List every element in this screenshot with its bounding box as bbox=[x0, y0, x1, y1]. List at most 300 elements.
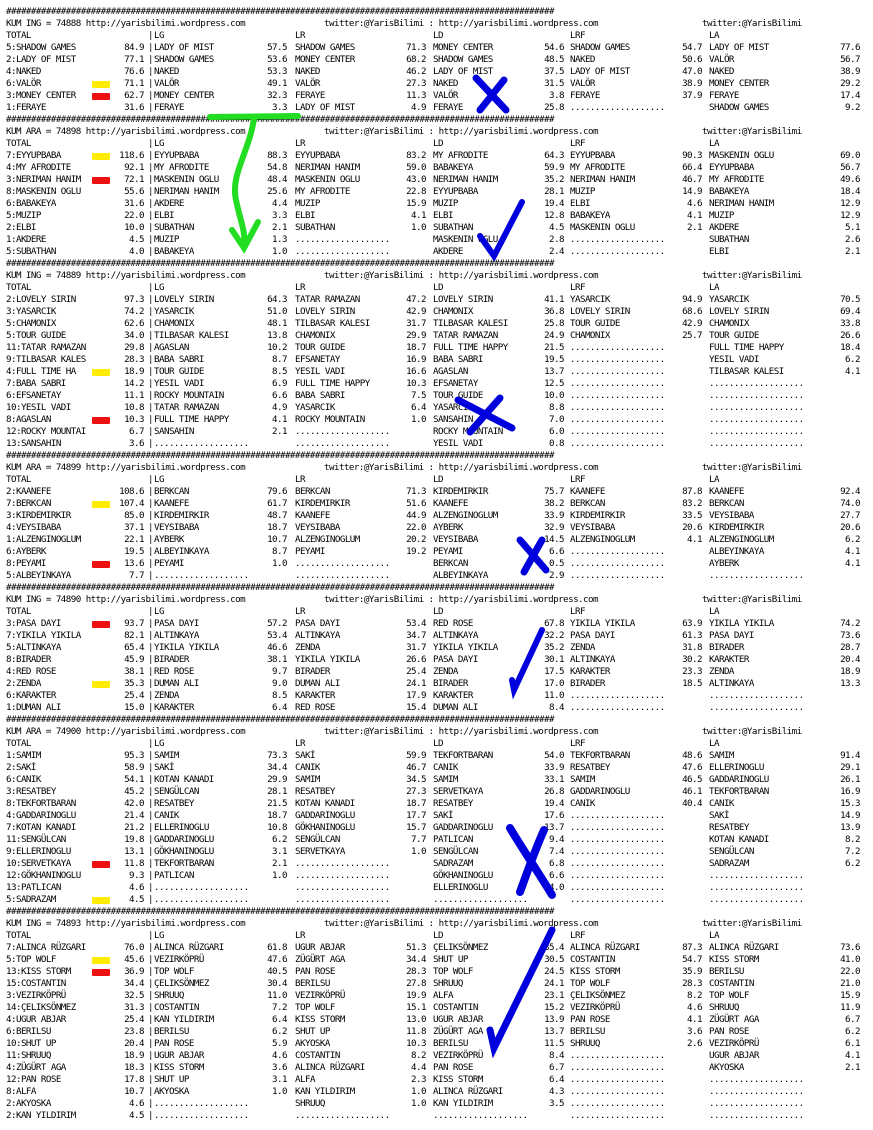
column-header-lrf: LRF bbox=[570, 738, 585, 749]
column-separator: | bbox=[148, 834, 153, 845]
horse-name: CANIK bbox=[295, 762, 320, 773]
horse-name: NERIMAN HANIM bbox=[295, 162, 360, 173]
horse-name: TILBASAR KALESI bbox=[154, 330, 229, 341]
rating-value: 22.0 bbox=[840, 966, 860, 977]
rating-value: 57.5 bbox=[267, 42, 287, 53]
rating-value: 32.3 bbox=[267, 90, 287, 101]
rating-value: 10.0 bbox=[544, 390, 564, 401]
horse-name: SHADOW GAMES bbox=[570, 42, 630, 53]
column-separator: | bbox=[148, 618, 153, 629]
divider-line bbox=[6, 582, 868, 594]
horse-name: AKYOSKA bbox=[154, 1086, 189, 1097]
rating-value: 69.4 bbox=[840, 306, 860, 317]
horse-name: SENGÜLCAN bbox=[433, 846, 478, 857]
race-header bbox=[6, 462, 868, 474]
rating-value: 17.7 bbox=[406, 810, 426, 821]
horse-name: LADY OF MIST bbox=[433, 66, 493, 77]
rating-value: 76.0 bbox=[124, 942, 144, 953]
column-header-la: LA bbox=[709, 930, 719, 941]
rating-value: 0.8 bbox=[549, 438, 564, 449]
horse-name: ALZENGINOGLUM bbox=[570, 534, 635, 545]
horse-name: TEKFORTBARAN bbox=[433, 750, 493, 761]
rating-value: 93.7 bbox=[124, 618, 144, 629]
horse-name: NAKED bbox=[433, 78, 458, 89]
column-separator: | bbox=[148, 282, 153, 293]
rating-value: 47.0 bbox=[682, 66, 702, 77]
rating-value: 19.4 bbox=[544, 198, 564, 209]
rating-value: 35.2 bbox=[544, 174, 564, 185]
horse-name: 2:AKYOSKA bbox=[6, 1098, 51, 1109]
rating-value: 1.3 bbox=[272, 234, 287, 245]
rating-value: 31.5 bbox=[544, 78, 564, 89]
column-header-la: LA bbox=[709, 138, 719, 149]
rating-value: 22.0 bbox=[406, 522, 426, 533]
horse-name: LOVELY SIRIN bbox=[570, 306, 630, 317]
column-separator: | bbox=[148, 438, 153, 449]
marker-highlight bbox=[92, 957, 110, 964]
horse-name: KOTAN KANADI bbox=[709, 834, 769, 845]
column-header-lg: LG bbox=[154, 474, 164, 485]
horse-name: SHADOW GAMES bbox=[433, 54, 493, 65]
column-separator: | bbox=[148, 1014, 153, 1025]
horse-name: 4:MY AFRODITE bbox=[6, 162, 71, 173]
horse-name: 2:SAKİ bbox=[6, 762, 36, 773]
table-row bbox=[6, 690, 868, 702]
horse-name: ................... bbox=[154, 894, 249, 905]
column-header-row bbox=[6, 138, 868, 150]
horse-name: ZENDA bbox=[295, 642, 320, 653]
horse-name: 4:ZÜGÜRT AGA bbox=[6, 1062, 66, 1073]
horse-name: ALINCA RÜZGARI bbox=[709, 942, 779, 953]
column-header-ld: LD bbox=[433, 30, 443, 41]
horse-name: 13:SANSAHIN bbox=[6, 438, 61, 449]
horse-name: SAMIM bbox=[709, 750, 734, 761]
horse-name: 8:ALFA bbox=[6, 1086, 36, 1097]
rating-value: 20.4 bbox=[840, 654, 860, 665]
rating-value: 18.7 bbox=[267, 522, 287, 533]
rating-value: 11.3 bbox=[406, 90, 426, 101]
horse-name: KARAKTER bbox=[154, 702, 194, 713]
table-row bbox=[6, 846, 868, 858]
column-separator: | bbox=[148, 138, 153, 149]
rating-value: 2.9 bbox=[549, 570, 564, 581]
rating-value: 29.2 bbox=[840, 78, 860, 89]
horse-name: 8:PEYAMI bbox=[6, 558, 46, 569]
horse-name: AKYOSKA bbox=[709, 1062, 744, 1073]
race-header-text: twitter:@YarisBilimi bbox=[702, 594, 802, 605]
horse-name: ................... bbox=[570, 834, 665, 845]
horse-name: YIKILA YIKILA bbox=[154, 642, 219, 653]
column-header-lg: LG bbox=[154, 30, 164, 41]
rating-value: 7.5 bbox=[411, 390, 426, 401]
horse-name: RESATBEY bbox=[295, 786, 335, 797]
horse-name: ZENDA bbox=[709, 666, 734, 677]
horse-name: 5:TOP WOLF bbox=[6, 954, 56, 965]
divider-line bbox=[6, 450, 868, 462]
rating-value: 3.6 bbox=[272, 1062, 287, 1073]
column-separator: | bbox=[148, 810, 153, 821]
horse-name: BABA SABRI bbox=[295, 390, 345, 401]
column-separator: | bbox=[148, 882, 153, 893]
rating-value: 31.6 bbox=[124, 102, 144, 113]
table-row bbox=[6, 342, 868, 354]
horse-name: ALBEYINKAYA bbox=[154, 546, 209, 557]
table-row bbox=[6, 1050, 868, 1062]
rating-value: 20.4 bbox=[124, 1038, 144, 1049]
horse-name: UGUR ABJAR bbox=[295, 942, 345, 953]
horse-name: ZENDA bbox=[154, 690, 179, 701]
horse-name: EYYUPBABA bbox=[709, 162, 754, 173]
rating-value: 21.4 bbox=[124, 810, 144, 821]
column-separator: | bbox=[148, 342, 153, 353]
rating-value: 46.5 bbox=[682, 774, 702, 785]
rating-value: 118.6 bbox=[119, 150, 144, 161]
horse-name: TILBASAR KALESI bbox=[709, 366, 784, 377]
rating-value: 7.7 bbox=[129, 570, 144, 581]
rating-value: 92.1 bbox=[124, 162, 144, 173]
rating-value: 4.5 bbox=[129, 894, 144, 905]
horse-name: ................... bbox=[709, 1098, 804, 1109]
horse-name: LOVELY SIRIN bbox=[295, 306, 355, 317]
table-row bbox=[6, 810, 868, 822]
horse-name: SAMIM bbox=[295, 774, 320, 785]
horse-name: 4:GADDARINOGLU bbox=[6, 810, 76, 821]
horse-name: MY AFRODITE bbox=[709, 174, 764, 185]
rating-value: 38.9 bbox=[840, 66, 860, 77]
column-header-la: LA bbox=[709, 606, 719, 617]
column-separator: | bbox=[148, 486, 153, 497]
table-row bbox=[6, 486, 868, 498]
column-separator: | bbox=[148, 990, 153, 1001]
horse-name: RED ROSE bbox=[433, 618, 473, 629]
horse-name: 6:BABAKEYA bbox=[6, 198, 56, 209]
horse-name: RED ROSE bbox=[295, 702, 335, 713]
horse-name: CANIK bbox=[433, 762, 458, 773]
horse-name: KISS STORM bbox=[433, 1074, 483, 1085]
horse-name: 15:COSTANTIN bbox=[6, 978, 66, 989]
rating-value: 2.1 bbox=[272, 426, 287, 437]
rating-value: 31.3 bbox=[124, 1002, 144, 1013]
table-row bbox=[6, 510, 868, 522]
column-header-lr: LR bbox=[295, 30, 305, 41]
horse-name: ................... bbox=[154, 1098, 249, 1109]
rating-value: 14.2 bbox=[124, 378, 144, 389]
rating-value: 4.1 bbox=[411, 210, 426, 221]
rating-value: 1.0 bbox=[272, 1086, 287, 1097]
rating-value: 48.7 bbox=[267, 510, 287, 521]
horse-name: KAN YILDIRIM bbox=[433, 1098, 493, 1109]
rating-value: 20.6 bbox=[682, 522, 702, 533]
rating-value: 10.7 bbox=[267, 534, 287, 545]
horse-name: UGUR ABJAR bbox=[433, 1014, 483, 1025]
horse-name: 11:TATAR RAMAZAN bbox=[6, 342, 86, 353]
horse-name: EYYUPBABA bbox=[433, 186, 478, 197]
horse-name: ................... bbox=[570, 102, 665, 113]
horse-name: TOUR GUIDE bbox=[154, 366, 204, 377]
race-header bbox=[6, 270, 868, 282]
horse-name: YASARCIK bbox=[433, 402, 473, 413]
horse-name: BERILSU bbox=[295, 978, 330, 989]
rating-value: 22.0 bbox=[124, 210, 144, 221]
rating-value: 21.0 bbox=[840, 978, 860, 989]
column-separator: | bbox=[148, 558, 153, 569]
horse-name: 1:ALZENGINOGLUM bbox=[6, 534, 81, 545]
column-header-row bbox=[6, 30, 868, 42]
rating-value: 3.3 bbox=[272, 102, 287, 113]
rating-value: 94.9 bbox=[682, 294, 702, 305]
horse-name: TATAR RAMAZAN bbox=[295, 294, 360, 305]
horse-name: KARAKTER bbox=[433, 690, 473, 701]
horse-name: 7:ALINCA RÜZGARI bbox=[6, 942, 86, 953]
horse-name: 10:SHUT UP bbox=[6, 1038, 56, 1049]
rating-value: 10.0 bbox=[124, 222, 144, 233]
horse-name: 3:RESATBEY bbox=[6, 786, 56, 797]
rating-value: 13.1 bbox=[124, 846, 144, 857]
rating-value: 2.1 bbox=[845, 246, 860, 257]
table-row bbox=[6, 306, 868, 318]
rating-value: 1.0 bbox=[411, 1086, 426, 1097]
rating-value: 2.1 bbox=[845, 1062, 860, 1073]
rating-value: 9.3 bbox=[129, 870, 144, 881]
horse-name: ................... bbox=[709, 882, 804, 893]
horse-name: FULL TIME HAPPY bbox=[433, 342, 508, 353]
horse-name: 3:MONEY CENTER bbox=[6, 90, 76, 101]
column-separator: | bbox=[148, 90, 153, 101]
rating-value: 22.8 bbox=[406, 186, 426, 197]
horse-name: MY AFRODITE bbox=[154, 162, 209, 173]
rating-value: 44.9 bbox=[406, 510, 426, 521]
rating-value: 11.9 bbox=[840, 1002, 860, 1013]
column-separator: | bbox=[148, 666, 153, 677]
horse-name: ................... bbox=[154, 1110, 249, 1121]
horse-name: TOP WOLF bbox=[433, 966, 473, 977]
horse-name: ................... bbox=[295, 858, 390, 869]
rating-value: 17.6 bbox=[544, 810, 564, 821]
rating-value: 13.7 bbox=[544, 1026, 564, 1037]
horse-name: YASARCIK bbox=[295, 402, 335, 413]
rating-value: 40.5 bbox=[267, 966, 287, 977]
horse-name: 10:SERVETKAYA bbox=[6, 858, 71, 869]
rating-value: 34.4 bbox=[406, 954, 426, 965]
rating-value: 53.6 bbox=[267, 54, 287, 65]
horse-name: VALÖR bbox=[433, 90, 458, 101]
column-separator: | bbox=[148, 510, 153, 521]
horse-name: ALTINKAYA bbox=[570, 654, 615, 665]
horse-name: 13:PATLICAN bbox=[6, 882, 61, 893]
rating-value: 27.7 bbox=[840, 510, 860, 521]
rating-value: 4.3 bbox=[549, 1086, 564, 1097]
horse-name: NAKED bbox=[154, 66, 179, 77]
horse-name: KARAKTER bbox=[709, 654, 749, 665]
horse-name: 7:EYYUPBABA bbox=[6, 150, 61, 161]
horse-name: SUBATHAN bbox=[709, 234, 749, 245]
column-separator: | bbox=[148, 642, 153, 653]
horse-name: SUBATHAN bbox=[433, 222, 473, 233]
rating-value: 59.0 bbox=[406, 162, 426, 173]
column-separator: | bbox=[148, 942, 153, 953]
rating-value: 12.9 bbox=[840, 210, 860, 221]
horse-name: VEYSIBABA bbox=[570, 522, 615, 533]
horse-name: PAN ROSE bbox=[433, 1062, 473, 1073]
rating-value: 20.2 bbox=[406, 534, 426, 545]
horse-name: LOVELY SIRIN bbox=[709, 306, 769, 317]
horse-name: ................... bbox=[570, 378, 665, 389]
rating-value: 19.2 bbox=[406, 546, 426, 557]
rating-value: 8.7 bbox=[272, 546, 287, 557]
column-header-lrf: LRF bbox=[570, 30, 585, 41]
horse-name: TOP WOLF bbox=[154, 966, 194, 977]
rating-value: 85.0 bbox=[124, 510, 144, 521]
rating-value: 90.3 bbox=[682, 150, 702, 161]
column-separator: | bbox=[148, 966, 153, 977]
rating-value: 91.4 bbox=[840, 750, 860, 761]
rating-value: 25.4 bbox=[406, 666, 426, 677]
rating-value: 18.7 bbox=[267, 810, 287, 821]
horse-name: SHRUUQ bbox=[433, 978, 463, 989]
column-separator: | bbox=[148, 570, 153, 581]
rating-value: 54.8 bbox=[267, 162, 287, 173]
table-row bbox=[6, 66, 868, 78]
rating-value: 19.8 bbox=[124, 834, 144, 845]
horse-name: ................... bbox=[295, 894, 390, 905]
horse-name: ................... bbox=[570, 570, 665, 581]
horse-name: 12:PAN ROSE bbox=[6, 1074, 61, 1085]
horse-name: FERAYE bbox=[709, 90, 739, 101]
table-row bbox=[6, 246, 868, 258]
horse-name: 5:ALTINKAYA bbox=[6, 642, 61, 653]
horse-name: COSTANTIN bbox=[570, 954, 615, 965]
rating-value: 45.6 bbox=[124, 954, 144, 965]
horse-name: FERAYE bbox=[433, 102, 463, 113]
horse-name: 3:KIRDEMIRKIR bbox=[6, 510, 71, 521]
horse-name: 5:SUBATHAN bbox=[6, 246, 56, 257]
rating-value: 30.5 bbox=[544, 954, 564, 965]
rating-value: 47.6 bbox=[267, 954, 287, 965]
horse-name: ................... bbox=[433, 894, 528, 905]
column-header-lg: LG bbox=[154, 606, 164, 617]
column-separator: | bbox=[148, 678, 153, 689]
horse-name: 5:TOUR GUIDE bbox=[6, 330, 66, 341]
horse-name: EFSANETAY bbox=[295, 354, 340, 365]
table-row bbox=[6, 966, 868, 978]
rating-value: 32.9 bbox=[544, 522, 564, 533]
rating-value: 38.9 bbox=[682, 78, 702, 89]
race-header-text: twitter:@YarisBilimi bbox=[702, 18, 802, 29]
column-header-lr: LR bbox=[295, 474, 305, 485]
horse-name: NERIMAN HANIM bbox=[709, 198, 774, 209]
rating-value: 1.0 bbox=[272, 558, 287, 569]
horse-name: YASARCIK bbox=[709, 294, 749, 305]
horse-name: SHADOW GAMES bbox=[154, 54, 214, 65]
column-separator: | bbox=[148, 390, 153, 401]
divider-line bbox=[6, 714, 868, 726]
column-header-lg: LG bbox=[154, 138, 164, 149]
rating-value: 3.6 bbox=[687, 1026, 702, 1037]
horse-name: 7:KOTAN KANADI bbox=[6, 822, 76, 833]
table-row bbox=[6, 954, 868, 966]
horse-name: 5:ALBEYINKAYA bbox=[6, 570, 71, 581]
horse-name: ................... bbox=[295, 1110, 390, 1121]
horse-name: VALÖR bbox=[709, 54, 734, 65]
rating-value: 54.7 bbox=[682, 954, 702, 965]
column-separator: | bbox=[148, 66, 153, 77]
rating-value: 6.2 bbox=[272, 1026, 287, 1037]
horse-name: MUZIP bbox=[570, 186, 595, 197]
table-row bbox=[6, 786, 868, 798]
rating-value: 4.6 bbox=[272, 1050, 287, 1061]
rating-value: 4.1 bbox=[687, 210, 702, 221]
horse-name: ................... bbox=[709, 690, 804, 701]
column-header-lg: LG bbox=[154, 282, 164, 293]
horse-name: KIRDEMIRKIR bbox=[295, 498, 350, 509]
horse-name: ................... bbox=[570, 414, 665, 425]
horse-name: GÖKHANINOGLU bbox=[295, 822, 355, 833]
column-header-lr: LR bbox=[295, 930, 305, 941]
column-header-ld: LD bbox=[433, 138, 443, 149]
horse-name: 3:YASARCIK bbox=[6, 306, 56, 317]
rating-value: 6.4 bbox=[272, 1014, 287, 1025]
rating-value: 13.6 bbox=[124, 558, 144, 569]
column-header-row bbox=[6, 930, 868, 942]
horse-name: LOVELY SIRIN bbox=[433, 294, 493, 305]
rating-value: 15.1 bbox=[406, 1002, 426, 1013]
rating-value: 46.1 bbox=[682, 786, 702, 797]
rating-value: 4.1 bbox=[687, 1014, 702, 1025]
column-separator: | bbox=[148, 522, 153, 533]
marker-highlight bbox=[92, 561, 110, 568]
rating-value: 4.4 bbox=[272, 198, 287, 209]
rating-value: 18.5 bbox=[682, 678, 702, 689]
rating-value: 4.9 bbox=[272, 402, 287, 413]
column-separator: | bbox=[148, 162, 153, 173]
horse-name: ALTINKAYA bbox=[295, 630, 340, 641]
table-row bbox=[6, 1002, 868, 1014]
table-row bbox=[6, 558, 868, 570]
column-separator: | bbox=[148, 294, 153, 305]
horse-name: ................... bbox=[295, 234, 390, 245]
rating-value: 61.8 bbox=[267, 942, 287, 953]
horse-name: EFSANETAY bbox=[433, 378, 478, 389]
horse-name: KISS STORM bbox=[709, 954, 759, 965]
column-separator: | bbox=[148, 246, 153, 257]
horse-name: 11:SENGÜLCAN bbox=[6, 834, 66, 845]
horse-name: ................... bbox=[570, 354, 665, 365]
column-separator: | bbox=[148, 414, 153, 425]
rating-value: 1.0 bbox=[272, 246, 287, 257]
column-separator: | bbox=[148, 402, 153, 413]
column-separator: | bbox=[148, 894, 153, 905]
horse-name: BERKCAN bbox=[570, 498, 605, 509]
column-separator: | bbox=[148, 738, 153, 749]
column-header-la: LA bbox=[709, 474, 719, 485]
horse-name: KISS STORM bbox=[154, 1062, 204, 1073]
rating-value: 37.5 bbox=[544, 66, 564, 77]
horse-name: SANSAHIN bbox=[154, 426, 194, 437]
rating-value: 35.9 bbox=[682, 966, 702, 977]
horse-name: 8:MASKENIN OGLU bbox=[6, 186, 81, 197]
horse-name: KISS STORM bbox=[570, 966, 620, 977]
horse-name: EYYUPBABA bbox=[154, 150, 199, 161]
rating-value: 27.3 bbox=[406, 78, 426, 89]
rating-value: 74.2 bbox=[840, 618, 860, 629]
rating-value: 49.6 bbox=[840, 174, 860, 185]
race-header-text: twitter:@YarisBilimi : http://yarisbilimi.wordpress.com bbox=[324, 594, 598, 605]
rating-value: 3.1 bbox=[272, 846, 287, 857]
horse-name: SHADOW GAMES bbox=[709, 102, 769, 113]
column-separator: | bbox=[148, 762, 153, 773]
horse-name: SENGÜLCAN bbox=[709, 846, 754, 857]
rating-value: 15.2 bbox=[544, 1002, 564, 1013]
